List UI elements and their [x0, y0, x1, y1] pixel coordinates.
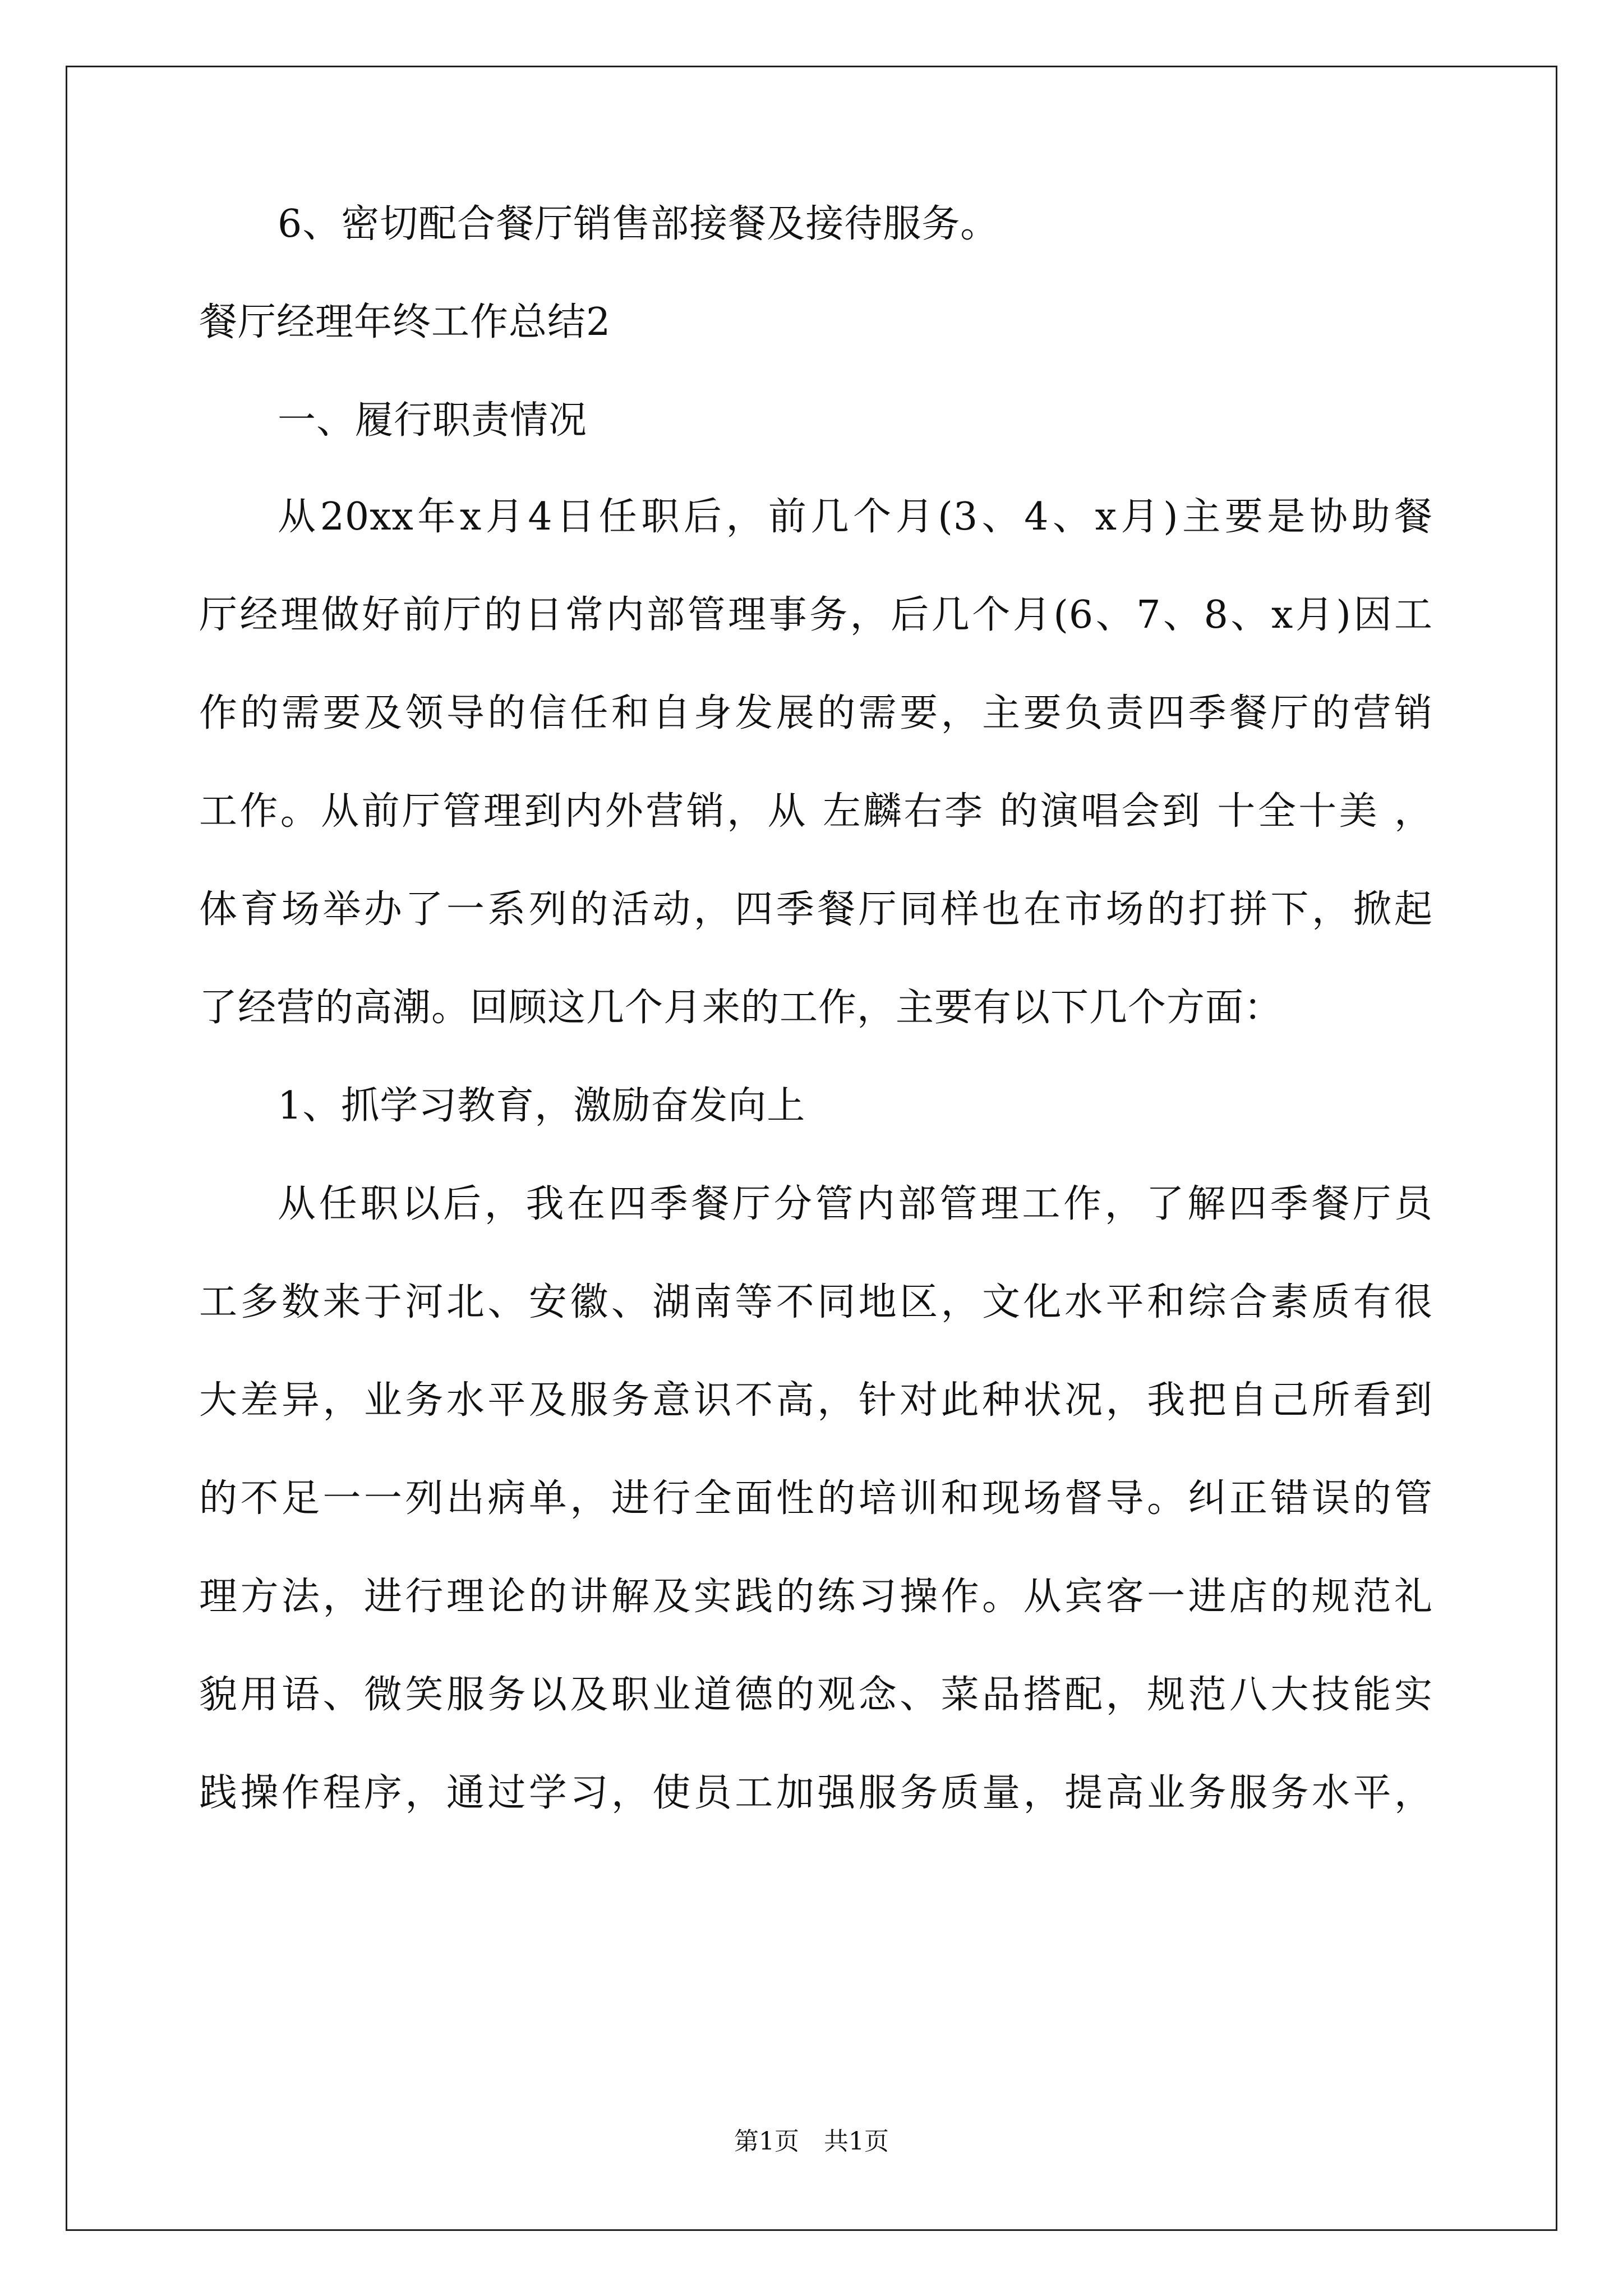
- paragraph-line-4: 从20xx年x月4日任职后，前几个月(3、4、x月)主要是协助餐: [278, 495, 1433, 539]
- paragraph-line-17: 践操作程序，通过学习，使员工加强服务质量，提高业务服务水平，: [199, 1771, 1433, 1815]
- paragraph-line-1: 6、密切配合餐厅销售部接餐及接待服务。: [278, 202, 999, 246]
- paragraph-line-14: 的不足一一列出病单，进行全面性的培训和现场督导。纠正错误的管: [199, 1476, 1433, 1521]
- paragraph-line-12: 工多数来于河北、安徽、湖南等不同地区，文化水平和综合素质有很: [199, 1280, 1433, 1324]
- section-title: 餐厅经理年终工作总结2: [199, 300, 611, 344]
- paragraph-line-13: 大差异，业务水平及服务意识不高，针对此种状况，我把自己所看到: [199, 1378, 1433, 1423]
- page-footer: 第1页 共1页: [734, 2127, 889, 2156]
- paragraph-line-5: 厅经理做好前厅的日常内部管理事务，后几个月(6、7、8、x月)因工: [199, 593, 1433, 637]
- page-border: [66, 66, 1557, 2231]
- paragraph-line-15: 理方法，进行理论的讲解及实践的练习操作。从宾客一进店的规范礼: [199, 1575, 1433, 1619]
- paragraph-line-6: 作的需要及领导的信任和自身发展的需要，主要负责四季餐厅的营销: [199, 691, 1433, 735]
- heading-study: 1、抓学习教育，激励奋发向上: [278, 1084, 806, 1128]
- heading-duties: 一、履行职责情况: [278, 398, 588, 443]
- paragraph-line-7: 工作。从前厅管理到内外营销，从 左麟右李 的演唱会到 十全十美 ，: [199, 789, 1433, 834]
- paragraph-line-11: 从任职以后，我在四季餐厅分管内部管理工作，了解四季餐厅员: [278, 1182, 1433, 1226]
- paragraph-line-8: 体育场举办了一系列的活动，四季餐厅同样也在市场的打拼下，掀起: [199, 887, 1433, 932]
- paragraph-line-9: 了经营的高潮。回顾这几个月来的工作，主要有以下几个方面：: [199, 986, 1283, 1030]
- paragraph-line-16: 貌用语、微笑服务以及职业道德的观念、菜品搭配，规范八大技能实: [199, 1673, 1433, 1717]
